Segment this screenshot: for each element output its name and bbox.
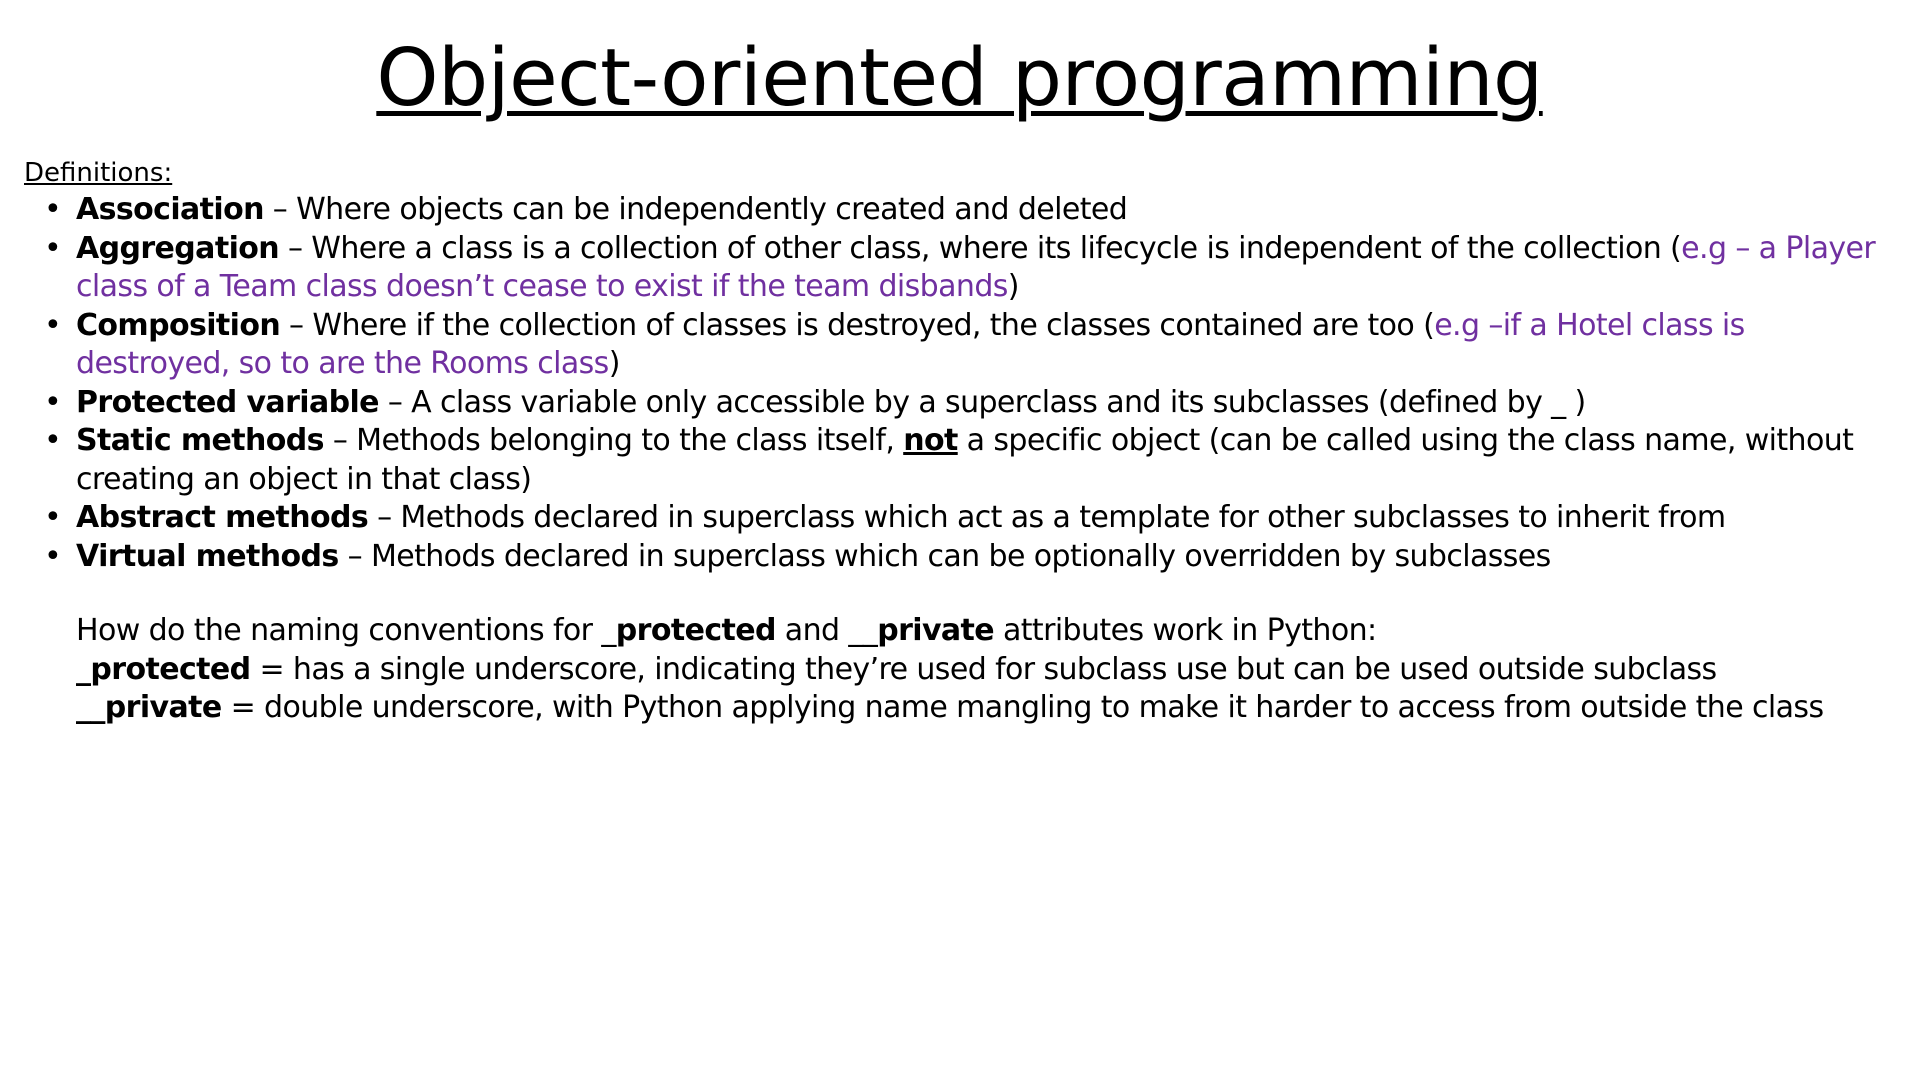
- bullet-icon: •: [44, 230, 62, 266]
- python-private-answer: [76, 689, 1906, 728]
- definition-tail: a specific object (can be called using the class name, without creating an object in that class): [76, 423, 1854, 497]
- definition-static-methods: [0, 422, 1919, 499]
- definition-tail: ): [1007, 269, 1019, 304]
- definition-example: e.g – a Player class of a Team class doesn’t cease to exist if the team disbands: [76, 230, 1876, 304]
- python-naming-section: [76, 612, 1906, 728]
- question-text: attributes work in Python:: [994, 613, 1377, 648]
- definition-text: – Methods declared in superclass which can be optionally overridden by subclasses: [338, 538, 1551, 574]
- bullet-icon: •: [44, 538, 62, 574]
- definition-text: – Methods declared in superclass which act as a template for other subclasses to inherit from: [368, 500, 1726, 535]
- python-protected-answer: [76, 651, 1906, 690]
- bullet-icon: •: [44, 307, 62, 343]
- protected-text: = has a single underscore, indicating they’re used for subclass use but can be used outside subclass: [250, 651, 1717, 687]
- question-text: How do the naming conventions for _: [76, 613, 616, 648]
- bullet-icon: •: [44, 384, 62, 420]
- definition-term: Protected variable: [76, 384, 379, 420]
- definition-text: – Methods belonging to the class itself,: [323, 423, 904, 458]
- definition-term: Abstract methods: [76, 500, 369, 535]
- python-question: [76, 612, 1906, 651]
- question-private-keyword: private: [877, 613, 995, 648]
- definition-emphasis: not: [903, 423, 958, 458]
- question-protected-keyword: protected: [615, 613, 776, 648]
- private-term: __private: [76, 690, 222, 725]
- question-text: and __: [775, 613, 878, 648]
- bullet-icon: •: [44, 500, 62, 535]
- definition-text: – Where if the collection of classes is destroyed, the classes contained are too (: [280, 307, 1435, 343]
- definition-tail: ): [608, 346, 620, 381]
- definitions-heading: Definitions:: [24, 158, 173, 188]
- definition-text: – A class variable only accessible by a superclass and its subclasses (defined by _ ): [378, 384, 1586, 420]
- definition-term: Virtual methods: [76, 538, 339, 574]
- protected-term: _protected: [76, 651, 251, 687]
- definition-term: Composition: [76, 307, 281, 343]
- definition-term: Aggregation: [76, 230, 280, 266]
- bullet-icon: •: [44, 192, 62, 227]
- definition-example: e.g –if a Hotel class is destroyed, so to are the Rooms class: [76, 307, 1745, 381]
- definition-protected-variable: [0, 384, 1919, 423]
- definition-text: – Where a class is a collection of other class, where its lifecycle is independent of the collection (: [279, 230, 1682, 266]
- definition-term: Association: [76, 192, 264, 227]
- definition-association: [0, 191, 1919, 230]
- definitions-list: [0, 191, 1919, 576]
- definition-virtual-methods: [0, 538, 1919, 577]
- bullet-icon: •: [44, 423, 62, 458]
- definition-abstract-methods: [0, 499, 1919, 538]
- definition-aggregation: [0, 230, 1919, 307]
- page-title: Object-oriented programming: [376, 32, 1543, 124]
- definition-term: Static methods: [76, 423, 324, 458]
- private-text: = double underscore, with Python applying name mangling to make it harder to access from outside the class: [221, 690, 1824, 725]
- definition-composition: [0, 307, 1919, 384]
- definition-text: – Where objects can be independently created and deleted: [263, 192, 1128, 227]
